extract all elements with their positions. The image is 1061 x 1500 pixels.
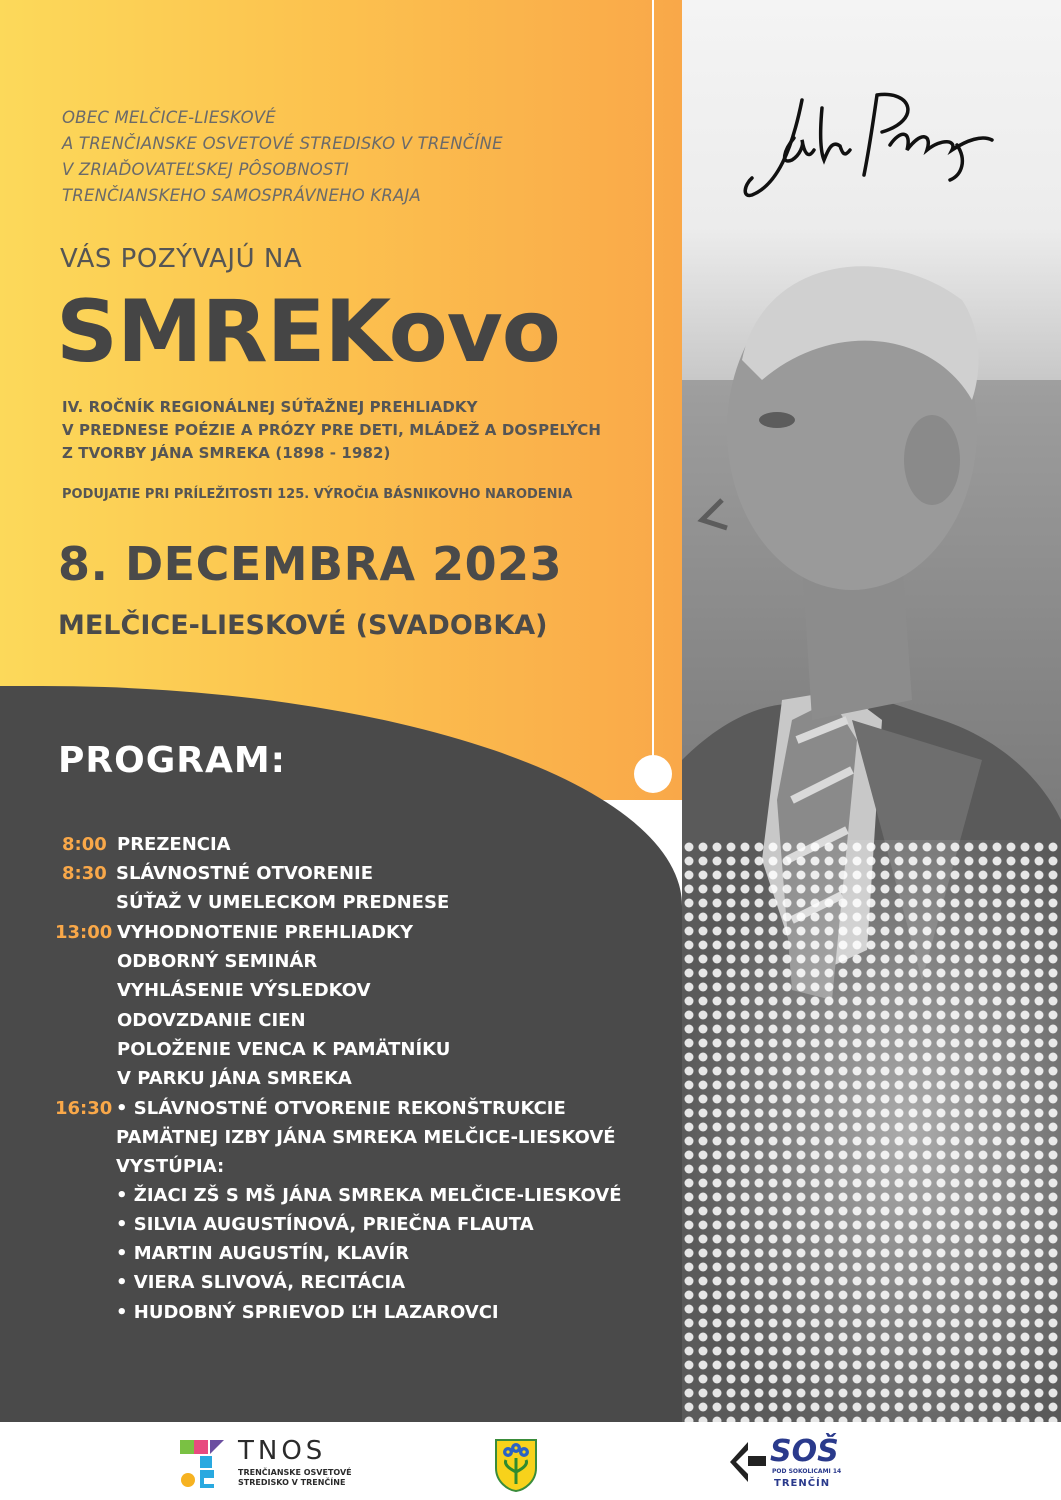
organizer-line: OBEC MELČICE-LIESKOVÉ xyxy=(62,108,276,127)
organizer-line: A TRENČIANSKE OSVETOVÉ STREDISKO V TRENČÍNE xyxy=(62,134,503,153)
sos-name: SOŠ xyxy=(770,1434,839,1469)
program-item: VYSTÚPIA: xyxy=(116,1156,225,1177)
program-item: V PARKU JÁNA SMREKA xyxy=(117,1068,352,1089)
program-item: VYHLÁSENIE VÝSLEDKOV xyxy=(117,980,371,1001)
program-heading: PROGRAM: xyxy=(58,740,287,781)
program-item: PAMÄTNEJ IZBY JÁNA SMREKA MELČICE-LIESKOVÉ xyxy=(116,1127,616,1148)
event-place: MELČICE-LIESKOVÉ (SVADOBKA) xyxy=(58,610,548,641)
program-time: 13:00 xyxy=(55,922,113,943)
event-date: 8. DECEMBRA 2023 xyxy=(58,537,563,591)
program-item: • VIERA SLIVOVÁ, RECITÁCIA xyxy=(116,1272,406,1293)
tnos-mark-icon xyxy=(180,1438,236,1490)
sos-city: TRENČÍN xyxy=(774,1478,831,1489)
portrait-illustration xyxy=(682,0,1061,1422)
program-item: ODBORNÝ SEMINÁR xyxy=(117,951,318,972)
program-item: VYHODNOTENIE PREHLIADKY xyxy=(117,922,413,943)
signature-graphic xyxy=(745,94,992,195)
village-crest-icon xyxy=(494,1438,538,1492)
program-item: POLOŽENIE VENCA K PAMÄTNÍKU xyxy=(117,1039,451,1060)
tnos-line: TRENČIANSKE OSVETOVÉ xyxy=(238,1468,352,1477)
footer-logos xyxy=(0,1422,1061,1500)
program-time: 8:30 xyxy=(62,863,107,884)
tnos-logo xyxy=(180,1438,360,1490)
subtitle-line: V PREDNESE POÉZIE A PRÓZY PRE DETI, MLÁDEŽ A DOSPELÝCH xyxy=(62,421,602,439)
program-time: 8:00 xyxy=(62,834,107,855)
program-item: SÚŤAŽ V UMELECKOM PREDNESE xyxy=(116,892,450,913)
sos-logo xyxy=(726,1436,846,1494)
program-item: SLÁVNOSTNÉ OTVORENIE xyxy=(116,863,374,884)
sos-address: POD SOKOLICAMI 14 xyxy=(772,1468,842,1475)
program-item: • MARTIN AUGUSTÍN, KLAVÍR xyxy=(116,1243,410,1264)
program-item: PREZENCIA xyxy=(117,834,231,855)
program-item: • SILVIA AUGUSTÍNOVÁ, PRIEČNA FLAUTA xyxy=(116,1214,534,1235)
tnos-line: STREDISKO V TRENČÍNE xyxy=(238,1478,346,1487)
program-item: ODOVZDANIE CIEN xyxy=(117,1010,306,1031)
program-item: • HUDOBNÝ SPRIEVOD ĽH LAZAROVCI xyxy=(116,1302,499,1323)
program-time: 16:30 xyxy=(55,1098,113,1119)
occasion-text: PODUJATIE PRI PRÍLEŽITOSTI 125. VÝROČIA BÁSNIKOVHO NARODENIA xyxy=(62,487,573,502)
subtitle-line: Z TVORBY JÁNA SMREKA (1898 - 1982) xyxy=(62,444,391,462)
subtitle-line: IV. ROČNÍK REGIONÁLNEJ SÚŤAŽNEJ PREHLIADKY xyxy=(62,398,478,416)
organizer-line: TRENČIANSKEHO SAMOSPRÁVNEHO KRAJA xyxy=(62,186,422,205)
event-title: SMREKovo xyxy=(56,282,560,382)
tnos-name: TNOS xyxy=(238,1436,327,1466)
decorative-dot xyxy=(634,755,672,793)
program-item: • ŽIACI ZŠ S MŠ JÁNA SMREKA MELČICE-LIESKOVÉ xyxy=(116,1185,622,1206)
organizer-line: V ZRIAĎOVATEĽSKEJ PÔSOBNOSTI xyxy=(62,160,349,179)
decorative-line xyxy=(652,0,654,760)
program-item: • SLÁVNOSTNÉ OTVORENIE REKONŠTRUKCIE xyxy=(116,1098,566,1119)
sos-mark-icon xyxy=(726,1436,772,1488)
portrait-photo xyxy=(682,0,1061,1422)
invite-text: VÁS POZÝVAJÚ NA xyxy=(60,244,303,274)
